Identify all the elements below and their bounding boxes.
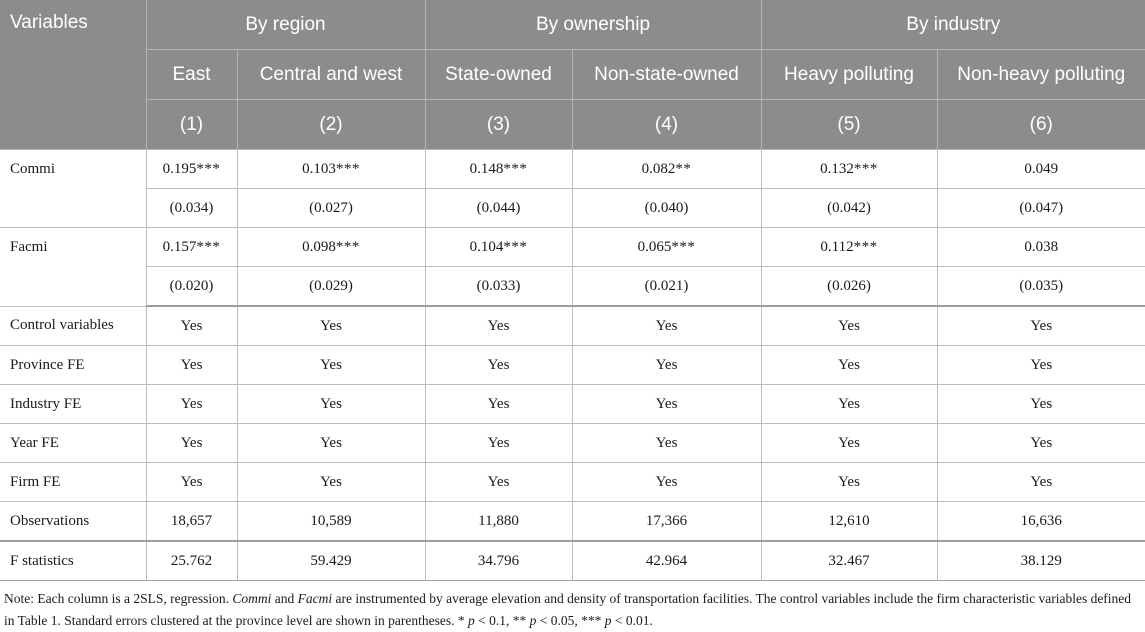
std-error-cell: (0.020): [146, 267, 237, 307]
value-cell: Yes: [146, 385, 237, 424]
table-row-coefficient: [0, 228, 1145, 267]
row-label: Observations: [0, 502, 146, 542]
std-error-cell: (0.029): [237, 267, 425, 307]
value-cell: Yes: [425, 306, 572, 346]
value-cell: Yes: [237, 424, 425, 463]
coef-cell: [237, 228, 425, 267]
significance-stars: ***: [335, 160, 360, 177]
table-header: [0, 0, 1145, 150]
row-label: Province FE: [0, 346, 146, 385]
value-cell: 17,366: [572, 502, 761, 542]
value-cell: Yes: [237, 346, 425, 385]
significance-stars: ***: [853, 238, 878, 255]
coef-cell: [146, 228, 237, 267]
subgroup-header-heavy-polluting: Heavy polluting: [761, 50, 937, 100]
row-label: F statistics: [0, 541, 146, 581]
coef-cell: [425, 228, 572, 267]
value-cell: Yes: [761, 463, 937, 502]
std-error-cell: (0.027): [237, 189, 425, 228]
coef-cell: [937, 150, 1145, 189]
std-error-cell: (0.047): [937, 189, 1145, 228]
note-and: and: [274, 591, 295, 606]
value-cell: Yes: [937, 424, 1145, 463]
table-row: [0, 424, 1145, 463]
value-cell: Yes: [937, 346, 1145, 385]
value-cell: Yes: [937, 463, 1145, 502]
sig-threshold: < 0.1,: [478, 613, 510, 628]
coef-value: 0.132: [820, 160, 854, 177]
note-var-commi: Commi: [232, 591, 272, 606]
column-number: (2): [237, 100, 425, 150]
sig-threshold: < 0.05,: [539, 613, 578, 628]
value-cell: 10,589: [237, 502, 425, 542]
value-cell: Yes: [761, 306, 937, 346]
value-cell: Yes: [761, 346, 937, 385]
column-number: (5): [761, 100, 937, 150]
table-row-std-error: [0, 189, 1145, 228]
sig-threshold: < 0.01.: [614, 613, 653, 628]
significance-stars: ***: [853, 160, 878, 177]
value-cell: Yes: [425, 424, 572, 463]
significance-stars: ***: [196, 238, 221, 255]
value-cell: Yes: [937, 385, 1145, 424]
coef-value: 0.112: [820, 238, 854, 255]
coef-value: 0.195: [162, 160, 197, 177]
table-row-std-error: [0, 267, 1145, 307]
value-cell: 38.129: [937, 541, 1145, 581]
value-cell: Yes: [572, 385, 761, 424]
table-row-coefficient: [0, 150, 1145, 189]
table-row: [0, 502, 1145, 542]
std-error-cell: (0.034): [146, 189, 237, 228]
table-row: [0, 463, 1145, 502]
coef-value: 0.157: [162, 238, 197, 255]
value-cell: Yes: [572, 306, 761, 346]
value-cell: Yes: [237, 385, 425, 424]
value-cell: 18,657: [146, 502, 237, 542]
subgroup-header-central-west: Central and west: [237, 50, 425, 100]
coef-cell: [572, 150, 761, 189]
note-prefix: Note: Each column is a 2SLS, regression.: [4, 591, 229, 606]
coef-value: 0.104: [469, 238, 504, 255]
value-cell: Yes: [146, 424, 237, 463]
coef-value: 0.098: [302, 238, 336, 255]
value-cell: 59.429: [237, 541, 425, 581]
coef-cell: [937, 228, 1145, 267]
sig-stars: **: [512, 613, 527, 628]
table-row: [0, 346, 1145, 385]
significance-stars: ***: [196, 160, 221, 177]
coef-cell: [146, 150, 237, 189]
sig-p: p: [468, 613, 475, 628]
table-row: [0, 385, 1145, 424]
value-cell: 12,610: [761, 502, 937, 542]
value-cell: Yes: [425, 463, 572, 502]
group-header-region: By region: [146, 0, 425, 50]
group-header-ownership: By ownership: [425, 0, 761, 50]
group-header-industry: By industry: [761, 0, 1145, 50]
std-error-cell: (0.035): [937, 267, 1145, 307]
significance-stars: ***: [503, 238, 528, 255]
table-note: [0, 581, 1145, 632]
table-body: [0, 150, 1145, 581]
sig-stars: ***: [581, 613, 602, 628]
value-cell: Yes: [572, 346, 761, 385]
significance-stars: ***: [503, 160, 528, 177]
subgroup-header-non-state-owned: Non-state-owned: [572, 50, 761, 100]
std-error-cell: (0.021): [572, 267, 761, 307]
coef-value: 0.065: [637, 238, 672, 255]
value-cell: Yes: [146, 463, 237, 502]
coef-cell: [761, 150, 937, 189]
significance-stars: ***: [671, 238, 696, 255]
table-row: [0, 306, 1145, 346]
row-label: Year FE: [0, 424, 146, 463]
value-cell: Yes: [761, 385, 937, 424]
sig-p: p: [604, 613, 612, 628]
column-number: (1): [146, 100, 237, 150]
column-number: (6): [937, 100, 1145, 150]
value-cell: Yes: [425, 385, 572, 424]
value-cell: Yes: [937, 306, 1145, 346]
sig-p: p: [529, 613, 537, 628]
std-error-cell: (0.040): [572, 189, 761, 228]
subgroup-header-east: East: [146, 50, 237, 100]
std-error-cell: (0.042): [761, 189, 937, 228]
std-error-cell: (0.033): [425, 267, 572, 307]
value-cell: Yes: [146, 306, 237, 346]
sig-stars: *: [457, 613, 465, 628]
table-row: [0, 541, 1145, 581]
note-body: are instrumented by average elevation and density of transportation facilities. The control variables include the firm characteristic variables defined in Table 1. Standard errors clustered at the province level are shown in parentheses.: [4, 591, 1132, 628]
variables-header: Variables: [0, 0, 146, 150]
significance-stars: **: [675, 160, 692, 177]
subgroup-header-state-owned: State-owned: [425, 50, 572, 100]
value-cell: Yes: [237, 463, 425, 502]
value-cell: Yes: [425, 346, 572, 385]
coef-value: 0.148: [469, 160, 504, 177]
coef-cell: [237, 150, 425, 189]
column-number: (4): [572, 100, 761, 150]
value-cell: 32.467: [761, 541, 937, 581]
column-number: (3): [425, 100, 572, 150]
coef-cell: [572, 228, 761, 267]
value-cell: 25.762: [146, 541, 237, 581]
coef-value: 0.103: [302, 160, 336, 177]
std-error-cell: (0.044): [425, 189, 572, 228]
row-label-facmi: Facmi: [0, 228, 146, 307]
row-label: Control variables: [0, 306, 146, 346]
value-cell: 11,880: [425, 502, 572, 542]
value-cell: 42.964: [572, 541, 761, 581]
value-cell: 16,636: [937, 502, 1145, 542]
coef-value: 0.049: [1024, 160, 1059, 177]
value-cell: Yes: [572, 463, 761, 502]
subgroup-header-non-heavy-polluting: Non-heavy polluting: [937, 50, 1145, 100]
coef-value: 0.082: [641, 160, 676, 177]
coef-cell: [761, 228, 937, 267]
row-label: Industry FE: [0, 385, 146, 424]
value-cell: Yes: [572, 424, 761, 463]
std-error-cell: (0.026): [761, 267, 937, 307]
row-label: Firm FE: [0, 463, 146, 502]
row-label-commi: Commi: [0, 150, 146, 228]
value-cell: Yes: [761, 424, 937, 463]
value-cell: Yes: [146, 346, 237, 385]
value-cell: 34.796: [425, 541, 572, 581]
coef-value: 0.038: [1024, 238, 1059, 255]
coef-cell: [425, 150, 572, 189]
significance-stars: ***: [335, 238, 360, 255]
value-cell: Yes: [237, 306, 425, 346]
note-var-facmi: Facmi: [297, 591, 333, 606]
